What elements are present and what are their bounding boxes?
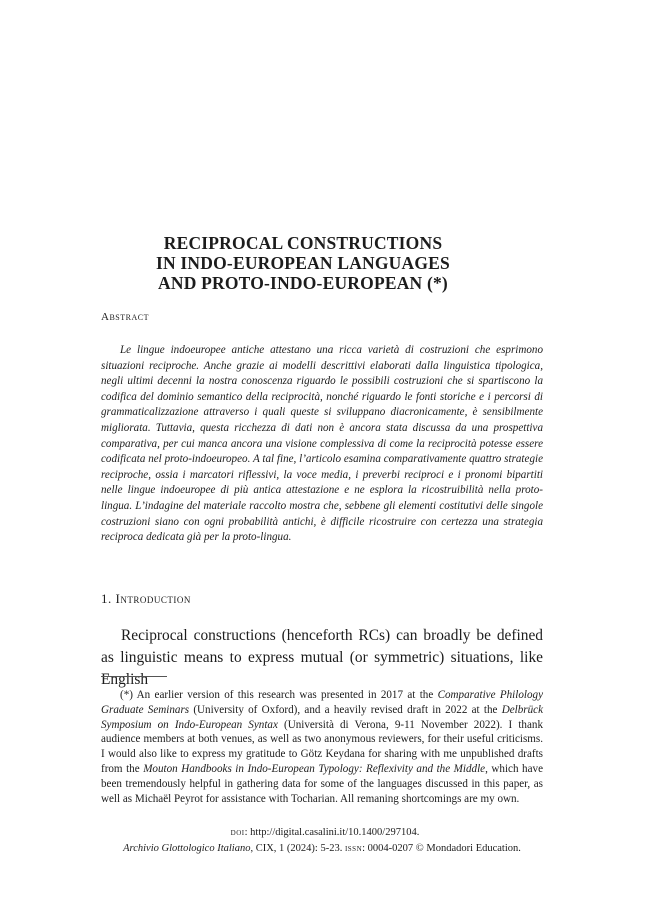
issn-value: : 0004-0207 © Mondadori Education.: [362, 843, 521, 854]
article-title: [0, 233, 650, 293]
doi-value: : http://digital.casalini.it/10.1400/297104.: [244, 827, 420, 838]
footnote-italic-2: Delbrück Symposium on Indo-European Syntax: [101, 703, 543, 731]
footnote-italic-3: Mouton Handbooks in Indo-European Typology: Reflexivity and the Middle: [143, 762, 486, 775]
footnote-italic-1: Comparative Philology Graduate Seminars: [101, 689, 543, 716]
title-line-2: IN INDO-EUROPEAN LANGUAGES: [156, 253, 450, 273]
footnote-text-1: (*) An earlier version of this research was presented in 2017 at the: [120, 689, 438, 701]
title-line-3: AND PROTO-INDO-EUROPEAN (*): [158, 273, 448, 293]
citation-line: [101, 843, 543, 854]
doi-label: doi: [230, 827, 245, 838]
title-line-1: RECIPROCAL CONSTRUCTIONS: [163, 233, 443, 253]
footnote-separator: [101, 676, 167, 677]
introduction-heading: 1. Introduction: [101, 591, 191, 606]
footnote-text-2: (University of Oxford), and a heavily revised draft in 2022 at the: [189, 703, 502, 716]
issn-label: issn: [344, 843, 363, 854]
citation-details: , CIX, 1 (2024): 5-23.: [250, 843, 345, 854]
journal-name: Archivio Glottologico Italiano: [123, 843, 251, 854]
introduction-paragraph: Reciprocal constructions (henceforth RCs) can broadly be defined as linguistic means to express mutual (or symmetric) situations, like English: [101, 627, 543, 688]
abstract-text: Le lingue indoeuropee antiche attestano una ricca varietà di costruzioni che esprimono situazioni reciproche. Anche grazie ai modelli descrittivi elaborati dalla linguistica tipologica, negli ultimi decenni la nostra conoscenza riguardo le possibili costruzioni che si spartiscono la codifica del dominio semantico della reciprocità, nonché riguardo le fonti storiche e i percorsi di grammaticalizzazione attraverso i quali queste si sviluppano diacronicamente, è sensibilmente migliorata. Tuttavia, questa ricchezza di dati non è ancora stata discussa da una prospettiva comparativa, per cui manca ancora una visione complessiva di come la reciprocità potesse essere codificata nel proto-indoeuropeo. A tal fine, l’articolo esamina comparativamente quattro strategie reciproche, ossia i marcatori riflessivi, la voce media, i preverbi reciproci e i pronomi bipartiti nelle lingue indoeuropee di più antica attestazione e ne esplora la ricostruibilità nella proto-lingua. L’indagine del materiale raccolto mostra che, sebbene gli elementi costitutivi delle singole costruzioni siano con ogni probabilità antichi, è difficile ricostruire con certezza una strategia reciproca dedicata già per la proto-lingua.: [101, 344, 543, 544]
footnote-text-4: , which have been tremendously helpful in gathering data for some of the languages discussed in this paper, as well as Michaël Peyrot for assistance with Tocharian. All remaning shortcomings are my own.: [101, 762, 543, 805]
footnote: [101, 688, 543, 806]
abstract-heading: Abstract: [101, 311, 149, 323]
footnote-text-3: (Università di Verona, 9-11 November 2022). I thank audience members at both venues, as well as two anonymous reviewers, for their useful criticisms. I would also like to express my gratitude to Götz Keydana for sharing with me unpublished drafts from the: [101, 718, 543, 775]
doi-line: [0, 827, 650, 838]
